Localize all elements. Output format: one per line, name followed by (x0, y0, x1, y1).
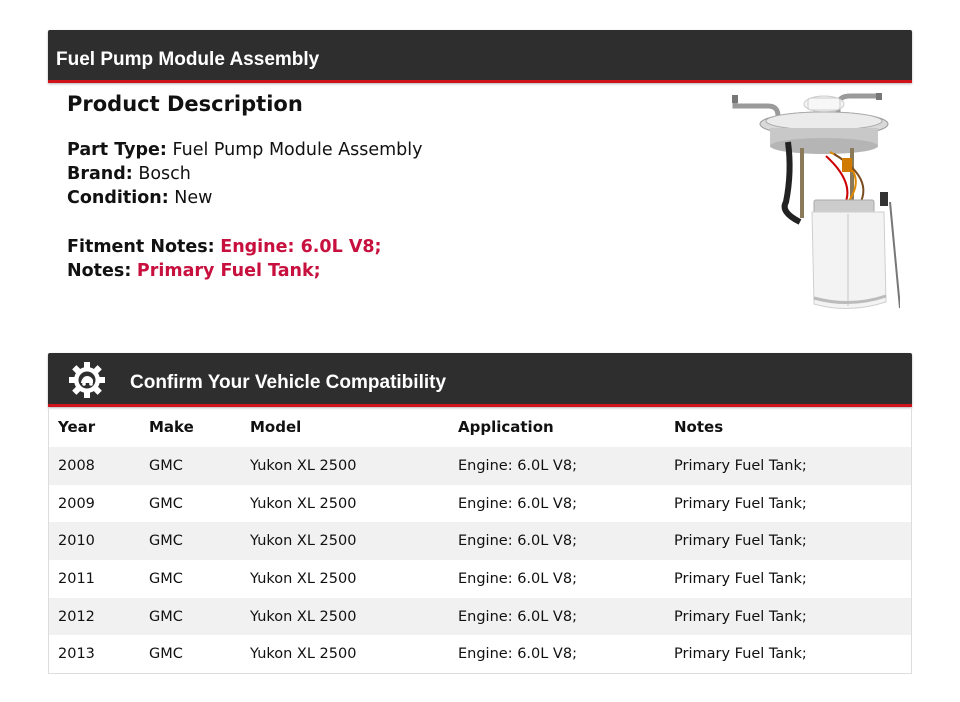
part-type-row (67, 138, 667, 162)
cell-year: 2012 (58, 608, 95, 625)
product-title: Fuel Pump Module Assembly (56, 49, 320, 70)
notes-row (67, 259, 667, 283)
cell-make: GMC (149, 533, 183, 550)
cell-notes: Primary Fuel Tank; (674, 608, 807, 625)
cell-notes: Primary Fuel Tank; (674, 533, 807, 550)
fitment-row (67, 235, 667, 259)
brand-value: Bosch (138, 164, 191, 184)
part-type-value: Fuel Pump Module Assembly (172, 140, 423, 160)
fitment-value: Engine: 6.0L V8; (220, 237, 382, 257)
table-row (49, 560, 911, 598)
cell-notes: Primary Fuel Tank; (674, 495, 807, 512)
column-header-year: Year (58, 418, 96, 436)
cell-application: Engine: 6.0L V8; (458, 570, 577, 587)
condition-row (67, 186, 667, 210)
description-heading: Product Description (67, 92, 303, 116)
compatibility-title-bar (48, 353, 912, 407)
part-type-label: Part Type: (67, 140, 167, 160)
column-header-model: Model (250, 418, 302, 436)
notes-label: Notes: (67, 261, 132, 281)
cell-year: 2010 (58, 533, 95, 550)
table-row (49, 485, 911, 523)
notes-value: Primary Fuel Tank; (136, 261, 321, 281)
gear-icon (68, 361, 106, 399)
column-header-application: Application (458, 418, 554, 436)
cell-notes: Primary Fuel Tank; (674, 646, 807, 663)
cell-make: GMC (149, 457, 183, 474)
cell-model: Yukon XL 2500 (250, 646, 357, 663)
cell-model: Yukon XL 2500 (250, 457, 357, 474)
cell-make: GMC (149, 608, 183, 625)
column-header-make: Make (149, 418, 194, 436)
table-row (49, 522, 911, 560)
table-row (49, 635, 911, 673)
condition-value: New (174, 188, 213, 208)
cell-make: GMC (149, 570, 183, 587)
compatibility-table (48, 407, 912, 674)
cell-notes: Primary Fuel Tank; (674, 457, 807, 474)
brand-label: Brand: (67, 164, 133, 184)
product-title-bar (48, 30, 912, 83)
cell-application: Engine: 6.0L V8; (458, 646, 577, 663)
cell-year: 2009 (58, 495, 95, 512)
cell-model: Yukon XL 2500 (250, 570, 357, 587)
cell-year: 2008 (58, 457, 95, 474)
cell-application: Engine: 6.0L V8; (458, 495, 577, 512)
cell-model: Yukon XL 2500 (250, 608, 357, 625)
cell-make: GMC (149, 495, 183, 512)
product-description (67, 90, 667, 283)
compatibility-title: Confirm Your Vehicle Compatibility (130, 372, 447, 393)
cell-model: Yukon XL 2500 (250, 533, 357, 550)
cell-year: 2013 (58, 646, 95, 663)
cell-application: Engine: 6.0L V8; (458, 608, 577, 625)
table-row (49, 598, 911, 636)
cell-application: Engine: 6.0L V8; (458, 533, 577, 550)
table-row (49, 447, 911, 485)
table-header-row (49, 407, 911, 447)
fitment-label: Fitment Notes: (67, 237, 215, 257)
brand-row (67, 162, 667, 186)
product-image (730, 92, 900, 318)
cell-year: 2011 (58, 570, 95, 587)
cell-make: GMC (149, 646, 183, 663)
cell-model: Yukon XL 2500 (250, 495, 357, 512)
condition-label: Condition: (67, 188, 169, 208)
cell-application: Engine: 6.0L V8; (458, 457, 577, 474)
cell-notes: Primary Fuel Tank; (674, 570, 807, 587)
column-header-notes: Notes (674, 418, 724, 436)
